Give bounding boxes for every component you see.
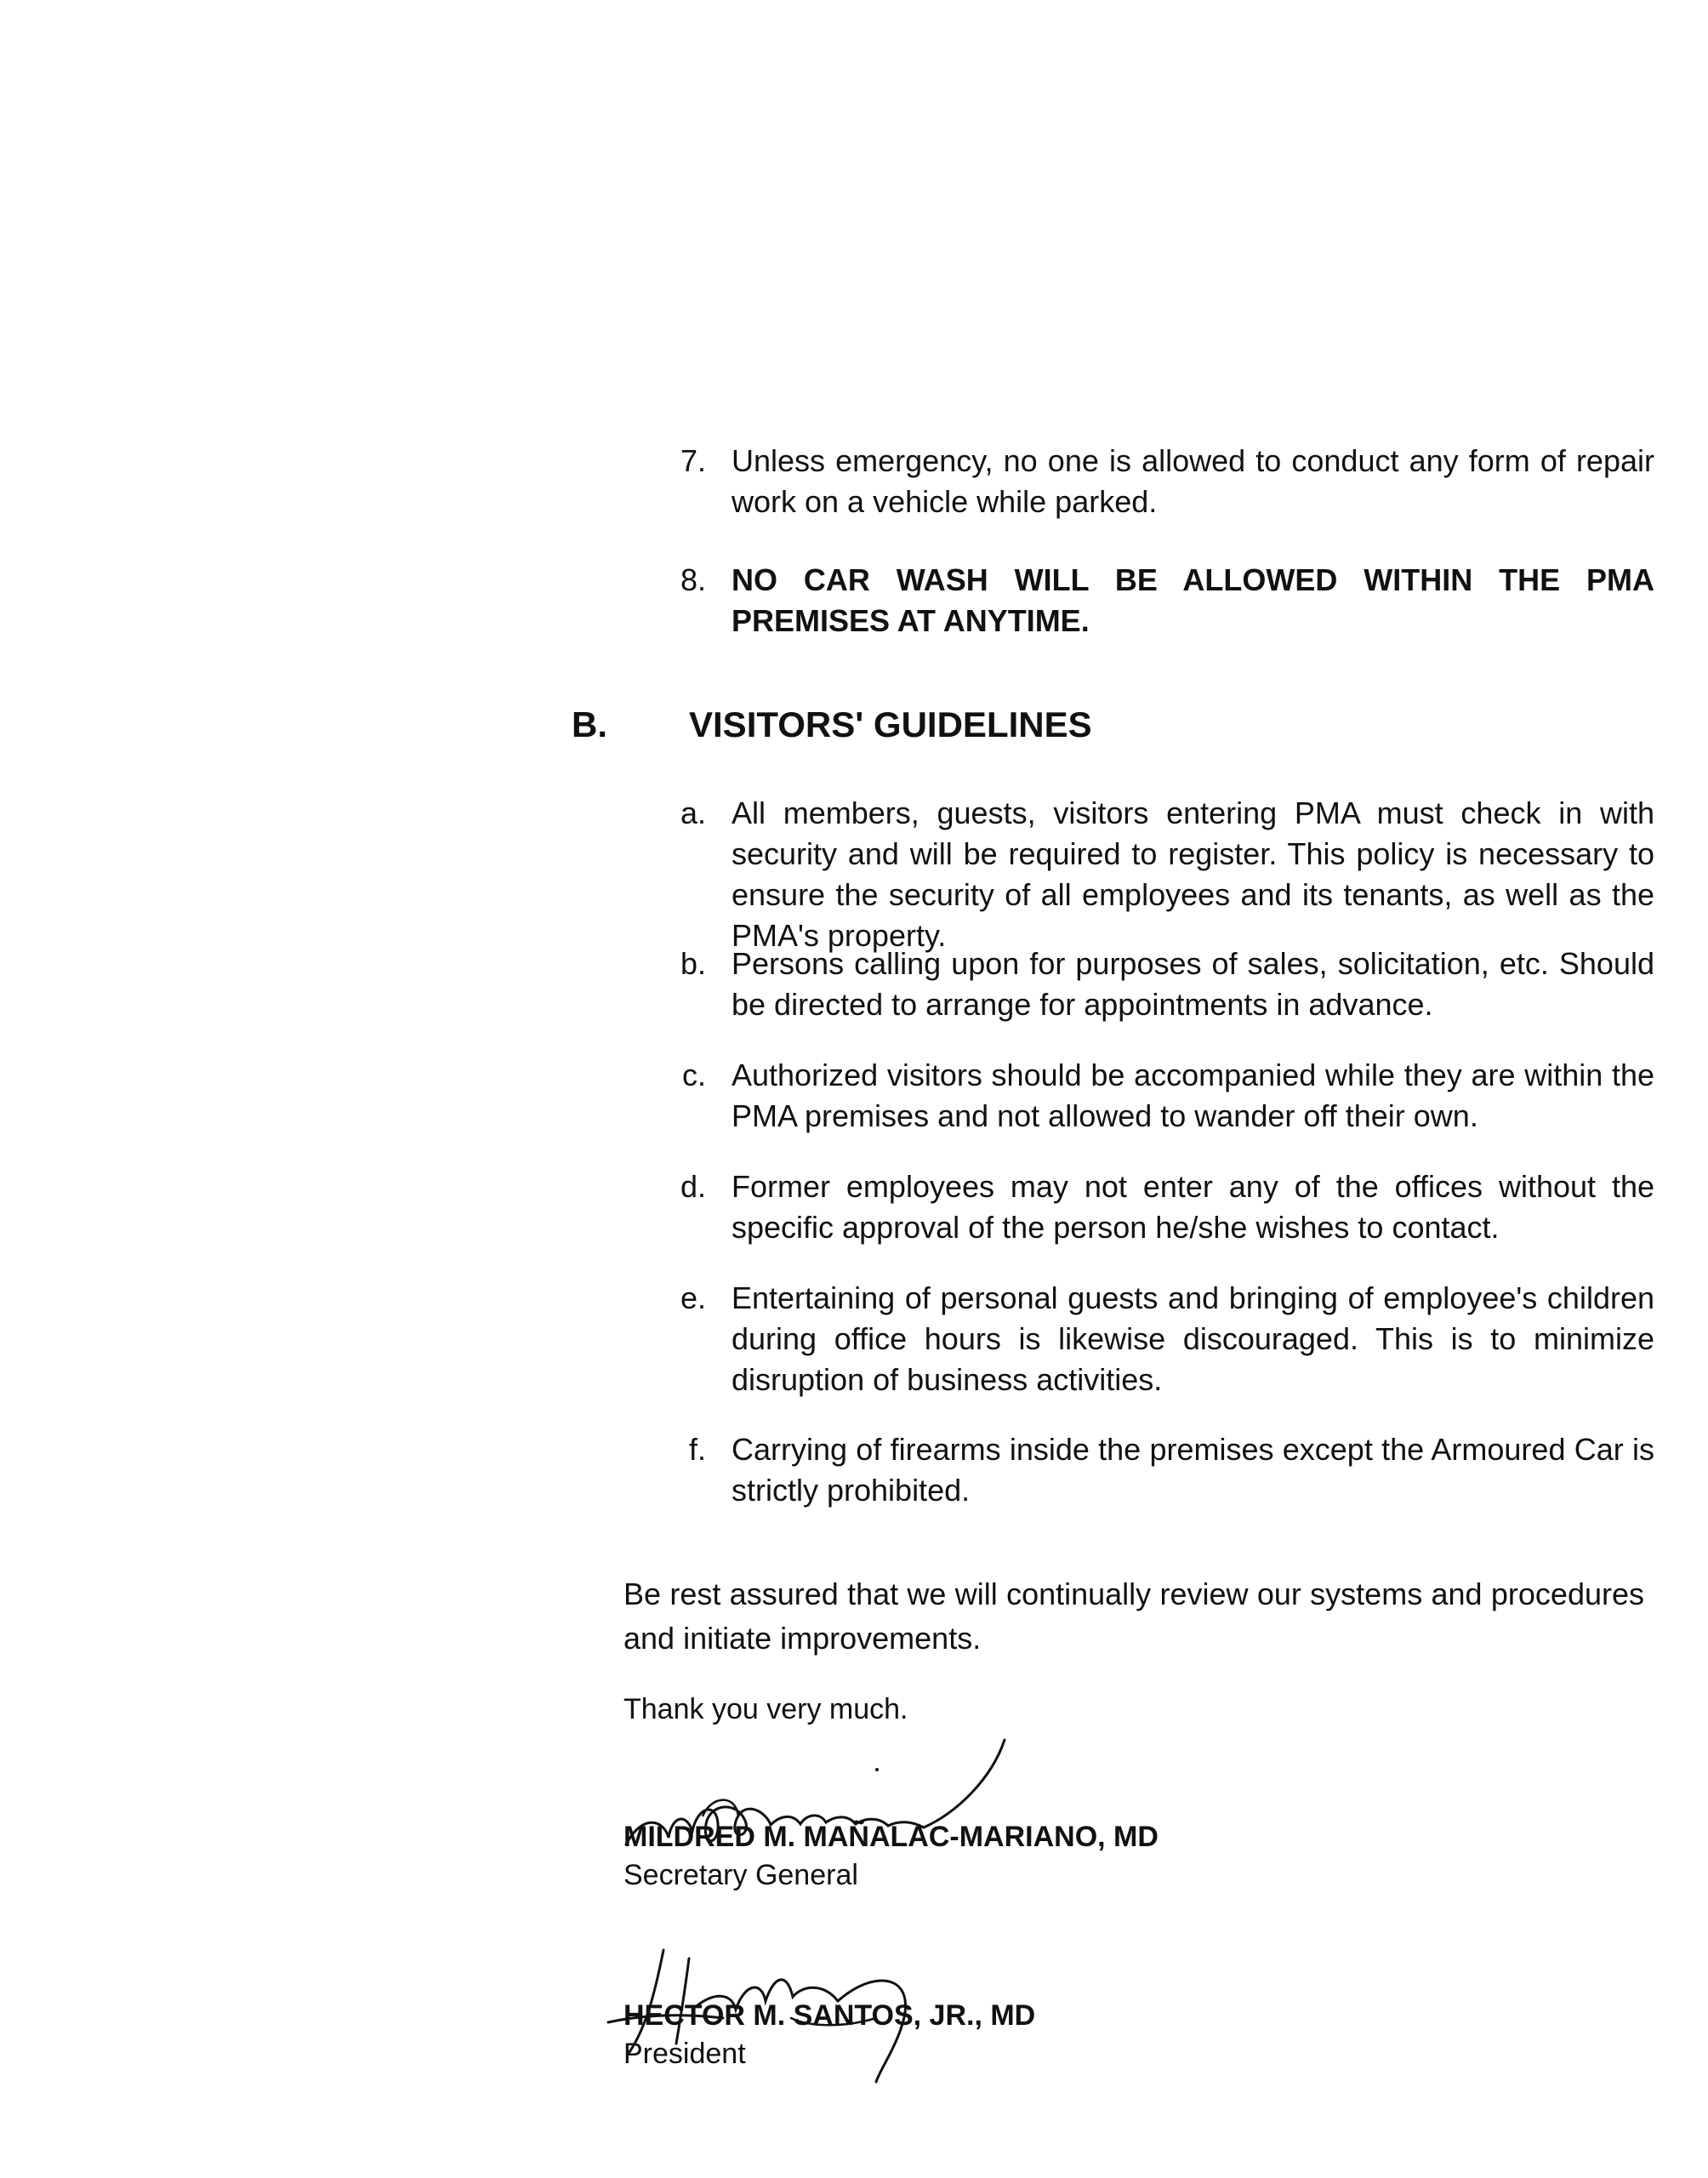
guideline-item-d bbox=[672, 1166, 1654, 1251]
list-item-text: Unless emergency, no one is allowed to conduct any form of repair work on a vehicle while parked. bbox=[732, 443, 1654, 519]
list-item-text: All members, guests, visitors entering PMA must check in with security and will be required to register. This policy is necessary to ensure the security of all employees and its tenants, as well as the PMA's property. bbox=[732, 795, 1654, 953]
rule-item-7 bbox=[672, 441, 1654, 526]
guideline-item-a bbox=[672, 793, 1654, 953]
signature-santos bbox=[595, 1933, 953, 2086]
guideline-item-f bbox=[672, 1429, 1654, 1514]
list-marker: c. bbox=[681, 1058, 706, 1092]
signatory-name: MILDRED M. MAÑALAC-MARIANO, MD bbox=[623, 1821, 1159, 1853]
guideline-item-e bbox=[672, 1278, 1654, 1405]
list-marker: d. bbox=[680, 1169, 706, 1204]
section-letter: B. bbox=[572, 704, 607, 744]
list-item-text: Authorized visitors should be accompanied while they are within the PMA premises and not allowed to wander off their own. bbox=[732, 1058, 1654, 1133]
list-marker: f. bbox=[688, 1432, 706, 1467]
section-title: VISITORS' GUIDELINES bbox=[689, 704, 1092, 744]
list-item-text: Persons calling upon for purposes of sales, solicitation, etc. Should be directed to arrange for appointments in advance. bbox=[732, 946, 1654, 1022]
guideline-item-b bbox=[672, 944, 1654, 1029]
list-item-text: NO CAR WASH WILL BE ALLOWED WITHIN THE PMA PREMISES AT ANYTIME. bbox=[732, 562, 1654, 638]
thanks-line: Thank you very much. bbox=[623, 1693, 908, 1725]
list-item-text: Former employees may not enter any of the offices without the specific approval of the person he/she wishes to contact. bbox=[732, 1169, 1654, 1245]
closing-paragraph: Be rest assured that we will continually review our systems and procedures and initiate improvements. bbox=[623, 1576, 1644, 1656]
guideline-item-c bbox=[672, 1055, 1654, 1140]
signatory-name: HECTOR M. SANTOS, JR., MD bbox=[623, 1999, 1036, 2032]
rule-item-8 bbox=[672, 560, 1654, 645]
list-item-text: Entertaining of personal guests and bringing of employee's children during office hours is likewise discouraged. This is to minimize disruption of business activities. bbox=[732, 1280, 1654, 1397]
list-item-text: Carrying of firearms inside the premises except the Armoured Car is strictly prohibited. bbox=[732, 1432, 1654, 1508]
signatory-title: Secretary General bbox=[623, 1859, 858, 1891]
list-marker: b. bbox=[680, 946, 706, 981]
list-marker: a. bbox=[680, 795, 706, 830]
list-marker: 7. bbox=[680, 443, 706, 478]
signatory-title: President bbox=[623, 2038, 746, 2070]
list-marker: e. bbox=[680, 1280, 706, 1315]
list-marker: 8. bbox=[680, 562, 706, 597]
signature-mariano bbox=[618, 1736, 1017, 1863]
